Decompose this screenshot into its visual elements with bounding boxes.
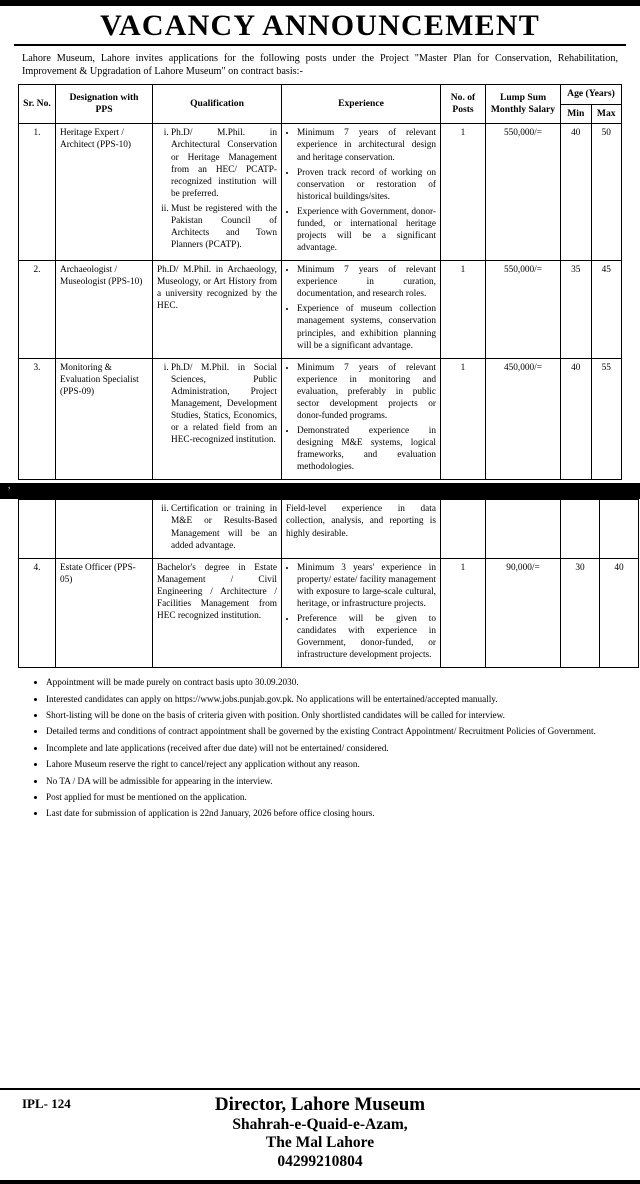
note-item: • Lahore Museum reserve the right to cancel/reject any application without any reason. xyxy=(46,758,614,771)
intro-paragraph: Lahore Museum, Lahore invites applications for the following posts under the Project "Master Plan for Conservation, Rehabilitation, Improvement & Upgradation of Lahore Museum" on contract basis:- xyxy=(22,52,618,77)
cell-posts: 1 xyxy=(441,124,486,261)
page-content xyxy=(0,6,640,824)
cell-posts: 1 xyxy=(441,261,486,359)
table-row xyxy=(19,124,622,261)
vacancy-table-part2 xyxy=(18,499,639,668)
cell-posts: 1 xyxy=(441,558,486,668)
header-designation: Designation with PPS xyxy=(56,85,153,124)
cell-experience xyxy=(282,261,441,359)
experience-item: • Experience with Government, donor-funded, or international heritage projects will be a significant advantage. xyxy=(297,206,436,254)
cell-sr: 4. xyxy=(19,558,56,668)
experience-item: • Experience of museum collection management systems, conservation principles, and exhibition planning will be a significant advantage. xyxy=(297,303,436,351)
header-sr: Sr. No. xyxy=(19,85,56,124)
qualification-item: i. Ph.D/ M.Phil. in Social Sciences, Public Administration, Project Management, Development Studies, Statics, Economics, or a related field from an HEC-recognized institution. xyxy=(171,362,277,447)
cell-age-min xyxy=(561,500,600,558)
table-header-row xyxy=(19,85,622,104)
cell-age-max: 45 xyxy=(591,261,622,359)
cell-experience xyxy=(282,500,441,558)
cell-age-min: 40 xyxy=(561,358,592,480)
experience-item: • Preference will be given to candidates with experience in Government, donor-funded, or infrastructure development projects. xyxy=(297,613,436,661)
cell-designation: Heritage Expert / Architect (PPS-10) xyxy=(56,124,153,261)
footer-content xyxy=(0,1090,640,1172)
cell-age-min: 40 xyxy=(561,124,592,261)
cell-posts: 1 xyxy=(441,358,486,480)
cell-sr: 1. xyxy=(19,124,56,261)
note-item: • Detailed terms and conditions of contract appointment shall be governed by the existing Contract Appointment/ Recruitment Policies of Government. xyxy=(46,725,614,738)
cell-designation xyxy=(56,500,153,558)
table-row xyxy=(19,558,639,668)
cell-age-max: 50 xyxy=(591,124,622,261)
note-item: • Last date for submission of application is 22nd January, 2026 before office closing hours. xyxy=(46,807,614,820)
note-item: • Appointment will be made purely on contract basis upto 30.09.2030. xyxy=(46,676,614,689)
page-title: VACANCY ANNOUNCEMENT xyxy=(100,9,540,42)
footer-phone: 04299210804 xyxy=(277,1153,363,1171)
footer-section xyxy=(0,1088,640,1184)
cell-salary: 90,000/= xyxy=(486,558,561,668)
cell-qualification xyxy=(153,358,282,480)
cell-age-max: 55 xyxy=(591,358,622,480)
cell-qualification xyxy=(153,124,282,261)
cell-experience xyxy=(282,558,441,668)
cell-salary: 450,000/= xyxy=(486,358,561,480)
qualification-item: i. Ph.D/ M.Phil. in Architectural Conservation or Heritage Management from an HEC/ PCATP-recognized institution will be preferred. xyxy=(171,127,277,199)
header-age: Age (Years) xyxy=(561,85,622,104)
header-posts: No. of Posts xyxy=(441,85,486,124)
cell-experience xyxy=(282,358,441,480)
note-item: • Post applied for must be mentioned on the application. xyxy=(46,791,614,804)
note-item: • Interested candidates can apply on https://www.jobs.punjab.gov.pk. No applications will be entertained/accepted manually. xyxy=(46,693,614,706)
table-row xyxy=(19,261,622,359)
cell-designation: Monitoring & Evaluation Specialist (PPS-09) xyxy=(56,358,153,480)
title-divider xyxy=(14,44,626,46)
cell-age-max: 40 xyxy=(600,558,639,668)
note-item: • Incomplete and late applications (received after due date) will not be entertained/ considered. xyxy=(46,742,614,755)
break-marker: , xyxy=(8,480,11,491)
cell-salary: 550,000/= xyxy=(486,261,561,359)
cell-sr xyxy=(19,500,56,558)
experience-item: • Minimum 7 years of relevant experience in monitoring and evaluation, preferably in public sector development projects or donor-funded programs. xyxy=(297,362,436,422)
experience-item: • Minimum 7 years of relevant experience in curation, documentation, and research roles. xyxy=(297,264,436,300)
cell-age-min: 35 xyxy=(561,261,592,359)
header-age-max: Max xyxy=(591,104,622,123)
experience-item: • Demonstrated experience in designing M&E systems, logical frameworks, and evaluation methodologies. xyxy=(297,425,436,473)
table-row xyxy=(19,500,639,558)
cell-qualification xyxy=(153,500,282,558)
table-row xyxy=(19,358,622,480)
qualification-item: ii. Certification or training in M&E or Results-Based Management will be an added advantage. xyxy=(171,503,277,551)
qualification-item: ii. Must be registered with the Pakistan Council of Architects and Town Planners (PCATP). xyxy=(171,203,277,251)
page-break-band xyxy=(0,480,640,499)
cell-designation: Estate Officer (PPS-05) xyxy=(56,558,153,668)
cell-posts xyxy=(441,500,486,558)
bottom-black-band xyxy=(0,1180,640,1184)
reference-code: IPL- 124 xyxy=(22,1096,71,1111)
experience-continuation: Field-level experience in data collection, analysis, and reporting is highly desirable. xyxy=(286,504,436,539)
vacancy-table-part1 xyxy=(18,84,622,480)
note-item: • No TA / DA will be admissible for appearing in the interview. xyxy=(46,775,614,788)
cell-sr: 2. xyxy=(19,261,56,359)
cell-qualification: Ph.D/ M.Phil. in Archaeology, Museology, or Art History from a university recognized by the HEC. xyxy=(153,261,282,359)
footer-address-line1: Shahrah-e-Quaid-e-Azam, xyxy=(232,1115,408,1133)
header-experience: Experience xyxy=(282,85,441,124)
cell-qualification: Bachelor's degree in Estate Management / Civil Engineering / Architecture / Facilities Management from HEC recognized institution. xyxy=(153,558,282,668)
header-qualification: Qualification xyxy=(153,85,282,124)
cell-salary xyxy=(486,500,561,558)
experience-item: • Minimum 3 years' experience in property/ estate/ facility management with exposure to large-scale cultural, heritage, or infrastructure projects. xyxy=(297,562,436,610)
footer-address-line2: The Mal Lahore xyxy=(265,1134,375,1152)
footer-director: Director, Lahore Museum xyxy=(214,1094,426,1115)
cell-sr: 3. xyxy=(19,358,56,480)
cell-age-min: 30 xyxy=(561,558,600,668)
notes-section xyxy=(34,676,614,820)
experience-item: • Proven track record of working on conservation or restoration of historical buildings/sites. xyxy=(297,167,436,203)
header-salary: Lump Sum Monthly Salary xyxy=(486,85,561,124)
cell-salary: 550,000/= xyxy=(486,124,561,261)
header-age-min: Min xyxy=(561,104,592,123)
experience-item: • Minimum 7 years of relevant experience in architectural design and heritage conservation. xyxy=(297,127,436,163)
note-item: • Short-listing will be done on the basis of criteria given with position. Only shortlisted candidates will be called for interview. xyxy=(46,709,614,722)
cell-age-max xyxy=(600,500,639,558)
cell-designation: Archaeologist / Museologist (PPS-10) xyxy=(56,261,153,359)
cell-experience xyxy=(282,124,441,261)
